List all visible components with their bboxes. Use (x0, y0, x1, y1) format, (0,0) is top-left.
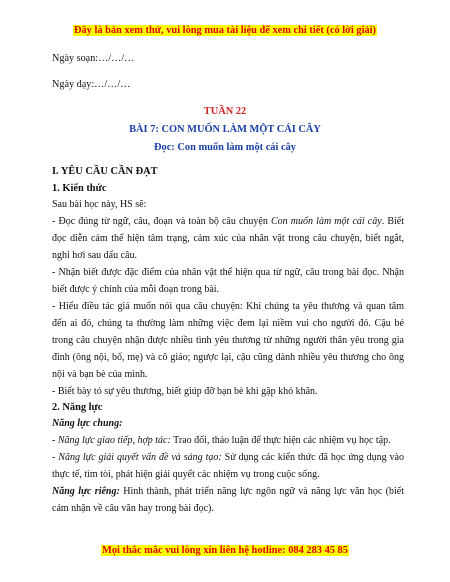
hotline-banner-text: Mọi thắc mắc vui lòng xin liên hệ hotline: 084 283 45 85 (102, 545, 348, 556)
general-competence-label: Năng lực chung: (52, 418, 123, 429)
preview-banner (0, 24, 450, 38)
subsection-heading-competence: 2. Năng lực (52, 402, 103, 413)
preview-banner-text: Đây là bản xem thử, vui lòng mua tài liệu để xem chi tiết (có lời giải) (73, 25, 377, 36)
competence-block (52, 415, 404, 517)
hotline-banner (0, 544, 450, 558)
knowledge-item-1: - Đọc đúng từ ngữ, câu, đoạn và toàn bộ câu chuyện Con muốn làm một cái cây. Biết đọc diễn cảm thể hiện tâm trạng, cảm xúc của nhân vật trong câu chuyện, biết ngắt, nghỉ hơi sau dấu câu. (52, 216, 404, 261)
knowledge-item-4: - Biết bày tỏ sự yêu thương, biết giúp đỡ bạn bè khi gặp khó khăn. (52, 386, 318, 397)
specific-competence: Năng lực riêng: Hình thành, phát triển năng lực ngôn ngữ và năng lực văn học (biết cảm nhận về câu văn hay trong bài đọc). (52, 486, 404, 514)
knowledge-item-3: - Hiểu điều tác giả muốn nói qua câu chuyện: Khi chúng ta yêu thương và quan tâm đến ai đó, chúng ta thường làm những việc đem lại niềm vui cho người đó. Cậu bé trong câu chuyện nhận được nhiều tình yêu thương từ những người thân yêu trong gia đình (ông nội, bố, mẹ) và cô giáo; ngược lại, cậu cũng dành nhiều yêu thương cho ông nội và bạn bè của mình. (52, 301, 404, 380)
general-competence-item-2: - Năng lực giải quyết vấn đề và sáng tạo: Sử dụng các kiến thức đã học ứng dụng vào thực tế, tìm tòi, phát hiện giải quyết các nhiệm vụ trong cuộc sống. (52, 452, 404, 480)
subsection-heading-knowledge: 1. Kiến thức (52, 183, 107, 194)
general-competence-item-1: - Năng lực giao tiếp, hợp tác: Trao đổi, thảo luận để thực hiện các nhiệm vụ học tập. (52, 435, 391, 446)
date-prepare: Ngày soạn:…/…/… (52, 53, 135, 64)
knowledge-item-2: - Nhận biết được đặc điểm của nhân vật thể hiện qua từ ngữ, câu trong bài đọc. Nhận biết được ý chính của mỗi đoạn trong bài. (52, 267, 404, 295)
intro-text: Sau bài học này, HS sẽ: (52, 199, 147, 210)
date-teach: Ngày dạy:…/…/… (52, 79, 131, 90)
reading-title: Đọc: Con muốn làm một cái cây (154, 142, 296, 153)
knowledge-block (52, 196, 404, 400)
section-heading: I. YÊU CẦU CẦN ĐẠT (52, 166, 158, 177)
lesson-title: BÀI 7: CON MUỐN LÀM MỘT CÁI CÂY (129, 124, 321, 135)
week-title: TUẦN 22 (203, 106, 247, 117)
